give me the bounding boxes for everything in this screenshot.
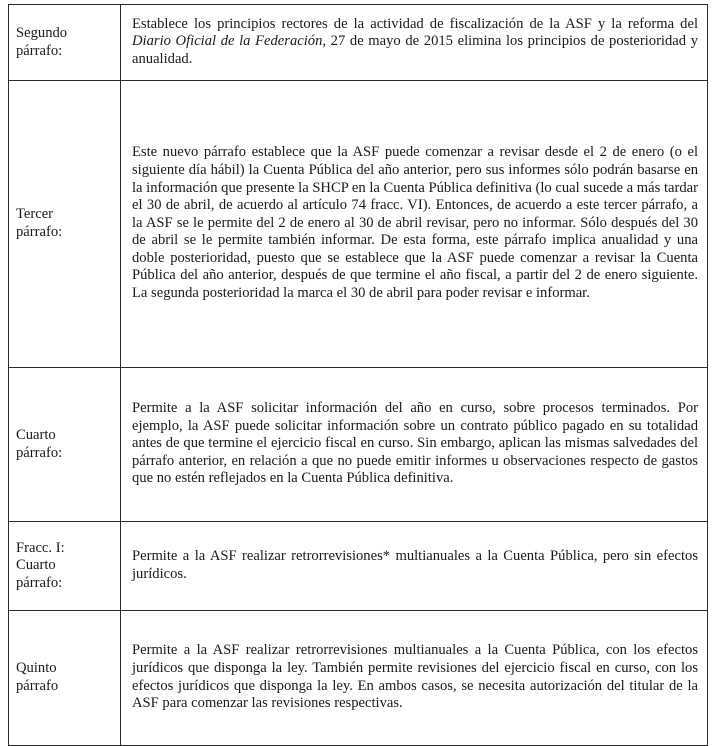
row-label: Fracc. I: Cuarto párrafo:	[16, 539, 65, 591]
row-label: Tercer párrafo:	[16, 206, 63, 240]
table-row	[9, 611, 708, 746]
row-text-part: Establece los principios rectores de la actividad de fiscalización de la ASF y la reforma del	[132, 15, 698, 32]
row-text-cell	[121, 368, 708, 522]
table-row	[9, 522, 708, 611]
paragraph-table	[8, 4, 708, 746]
row-text-part: , 27 de mayo de 2015 elimina los principios de posterioridad y anualidad.	[132, 33, 698, 67]
row-label: Cuarto párrafo:	[16, 426, 63, 461]
row-text-cell	[121, 611, 708, 746]
row-text: Permite a la ASF realizar retrorrevisiones multianuales a la Cuenta Pública, con los efectos jurídicos que disponga la ley. También permite revisiones del ejercicio fiscal en curso, con los efectos jurídicos que disponga la ley. En ambos casos, se necesita autorización del titular de la ASF para comenzar las revisiones respectivas.	[132, 642, 698, 712]
row-text: Este nuevo párrafo establece que la ASF puede comenzar a revisar desde el 2 de enero (o el siguiente día hábil) la Cuenta Pública del año anterior, pero sus informes sólo podrán basarse en la información que presente la SHCP en la Cuenta Pública definitiva (lo cual sucede a más tardar el 30 de abril, de acuerdo al artículo 74 fracc. VI). Entonces, de acuerdo a este tercer párrafo, a la ASF se le permite del 2 de enero al 30 de abril revisar, pero no informar. Sólo después del 30 de abril se le permite también informar. De esta forma, este párrafo implica anualidad y una doble posterioridad, puesto que se establece que la ASF puede comenzar a revisar la Cuenta Pública del año anterior, después de que termine el año fiscal, a partir del 2 de enero siguiente. La segunda posterioridad la marca el 30 de abril para poder revisar e informar.	[132, 144, 698, 302]
row-label-cell	[9, 522, 121, 611]
row-label-cell	[9, 611, 121, 746]
row-text-cell	[121, 5, 708, 81]
row-label-cell	[9, 81, 121, 368]
row-label: Segundo párrafo:	[16, 24, 68, 59]
table-row	[9, 5, 708, 81]
row-text-italic: Diario Oficial de la Federación	[132, 33, 323, 50]
row-text-cell	[121, 81, 708, 368]
row-label-cell	[9, 368, 121, 522]
table-row	[9, 368, 708, 522]
table-row	[9, 81, 708, 368]
row-label-cell	[9, 5, 121, 81]
row-text: Permite a la ASF realizar retrorrevisiones* multianuales a la Cuenta Pública, pero sin efectos jurídicos.	[132, 547, 698, 582]
row-label: Quinto párrafo	[16, 660, 59, 694]
row-text-cell	[121, 522, 708, 611]
row-text: Permite a la ASF solicitar información del año en curso, sobre procesos terminados. Por ejemplo, la ASF puede solicitar información sobre un contrato público pagado en su totalidad antes de que termine el ejercicio fiscal en curso. Sin embargo, aplican las mismas salvedades del párrafo anterior, en relación a que no puede emitir informes u observaciones respecto de gastos que no estén reflejados en la Cuenta Pública definitiva.	[132, 400, 698, 487]
